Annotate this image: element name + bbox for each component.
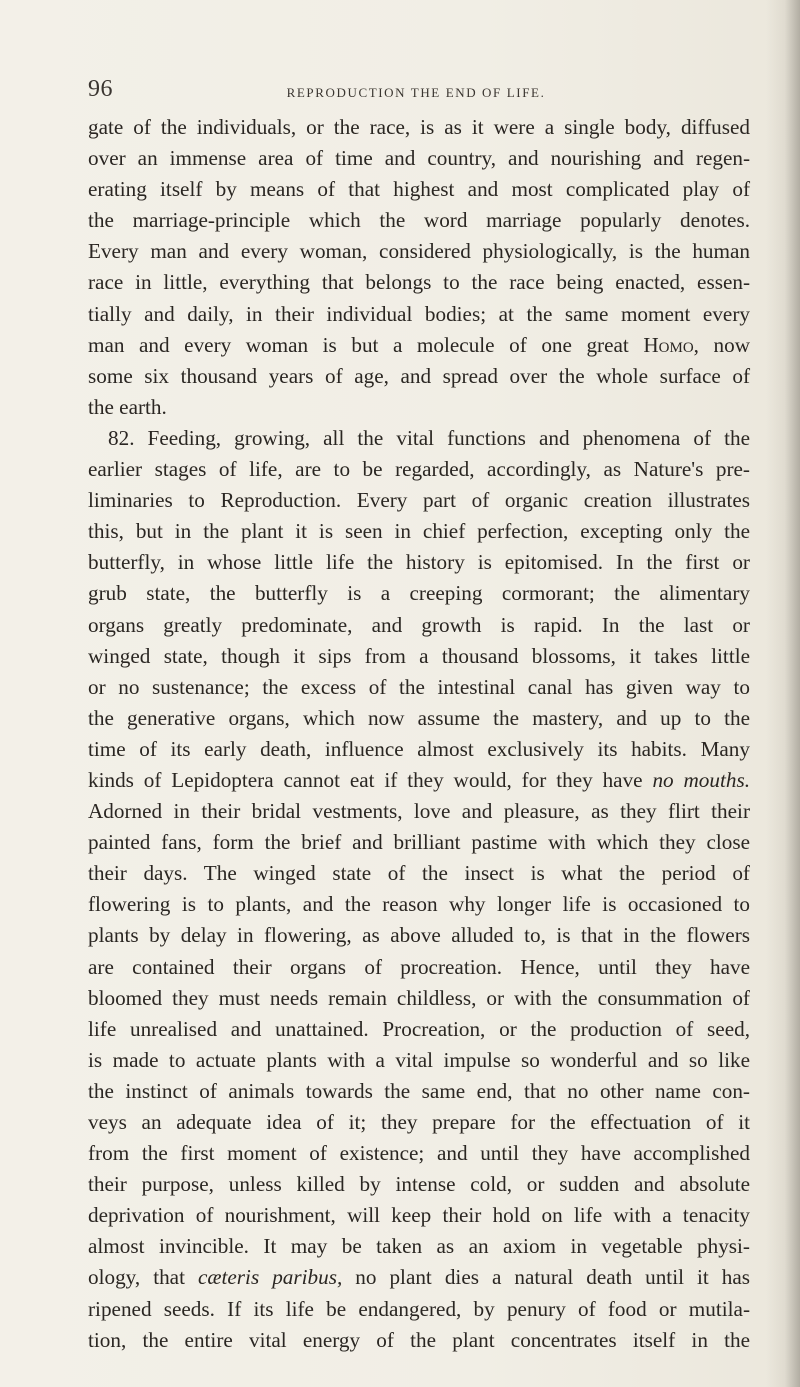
text-line: winged state, though it sips from a thousand blossoms, it takes little — [88, 643, 750, 668]
running-title: REPRODUCTION THE END OF LIFE. — [286, 85, 546, 100]
text-line: organs greatly predominate, and growth is rapid. In the last or — [88, 612, 750, 637]
body-text — [88, 112, 750, 1356]
text-line: flowering is to plants, and the reason why longer life is occasioned to — [88, 892, 750, 917]
text-line: the instinct of animals towards the same end, that no other name con- — [88, 1078, 750, 1103]
text-line: grub state, the butterfly is a creeping cormorant; the alimentary — [88, 581, 750, 606]
paragraph — [88, 112, 750, 423]
text-line: almost invincible. It may be taken as an axiom in vegetable physi- — [88, 1234, 750, 1259]
text-line: 82. Feeding, growing, all the vital functions and phenomena of the — [108, 425, 750, 450]
text-line: Every man and every woman, considered physiologically, is the human — [88, 239, 750, 264]
text-line: liminaries to Reproduction. Every part of organic creation illustrates — [88, 488, 750, 513]
text-fragment: kinds of Lepidoptera cannot eat if they would, for they have — [88, 767, 643, 792]
text-line: erating itself by means of that highest and most complicated play of — [88, 177, 750, 202]
italic-phrase: cæteris paribus, — [197, 1265, 343, 1290]
text-line: time of its early death, influence almost exclusively its habits. Many — [88, 736, 750, 761]
text-line: ripened seeds. If its life be endangered, by penury of food or mutila- — [88, 1296, 750, 1321]
text-fragment: ology, that — [88, 1265, 185, 1290]
text-line — [88, 765, 750, 796]
text-line — [88, 1262, 750, 1293]
italic-phrase: no mouths. — [652, 767, 750, 792]
text-line: or no sustenance; the excess of the intestinal canal has given way to — [88, 674, 750, 699]
text-line: are contained their organs of procreation. Hence, until they have — [88, 954, 750, 979]
text-line: veys an adequate idea of it; they prepare for the effectuation of it — [88, 1110, 750, 1134]
text-line: deprivation of nourishment, will keep their hold on life with a tenacity — [88, 1203, 750, 1228]
text-line: bloomed they must needs remain childless, or with the consummation of — [88, 985, 750, 1010]
text-line: Adorned in their bridal vestments, love and pleasure, as they flirt their — [88, 799, 750, 824]
text-line: life unrealised and unattained. Procreation, or the production of seed, — [88, 1016, 750, 1041]
text-fragment: man and every woman is but a molecule of one great — [88, 332, 629, 357]
text-line: gate of the individuals, or the race, is as it were a single body, diffused — [88, 115, 750, 139]
text-line: over an immense area of time and country, and nourishing and regen- — [88, 146, 750, 171]
text-line: tially and daily, in their individual bodies; at the same moment every — [88, 301, 750, 326]
text-line: from the first moment of existence; and until they have accomplished — [88, 1141, 750, 1166]
text-fragment: no plant dies a natural death until it has — [342, 1265, 750, 1290]
text-line — [88, 330, 750, 361]
text-line: the generative organs, which now assume the mastery, and up to the — [88, 705, 750, 730]
text-line: this, but in the plant it is seen in chief perfection, excepting only the — [88, 519, 750, 544]
page-number: 96 — [88, 76, 113, 102]
text-line: is made to actuate plants with a vital impulse so wonderful and so like — [88, 1047, 750, 1072]
page-header — [88, 76, 744, 106]
text-line: some six thousand years of age, and spread over the whole surface of — [88, 363, 750, 388]
text-line: tion, the entire vital energy of the plant concentrates itself in the — [88, 1327, 750, 1352]
text-line: plants by delay in flowering, as above alluded to, is that in the flowers — [88, 923, 750, 948]
text-line: race in little, everything that belongs to the race being enacted, essen- — [88, 270, 750, 295]
text-line: the marriage-principle which the word marriage popularly denotes. — [88, 208, 750, 233]
text-line: their purpose, unless killed by intense cold, or sudden and absolute — [88, 1172, 750, 1197]
paragraph — [88, 423, 750, 1356]
text-line: butterfly, in whose little life the history is epitomised. In the first or — [88, 550, 750, 575]
text-line: earlier stages of life, are to be regarded, accordingly, as Nature's pre- — [88, 457, 750, 482]
text-line: their days. The winged state of the insect is what the period of — [88, 861, 750, 886]
text-line: painted fans, form the brief and brilliant pastime with which they close — [88, 830, 750, 855]
text-line: the earth. — [88, 394, 167, 419]
page-gutter-shadow — [766, 0, 800, 1387]
text-fragment: now — [698, 332, 751, 357]
homo-term: Homo, — [643, 332, 699, 357]
